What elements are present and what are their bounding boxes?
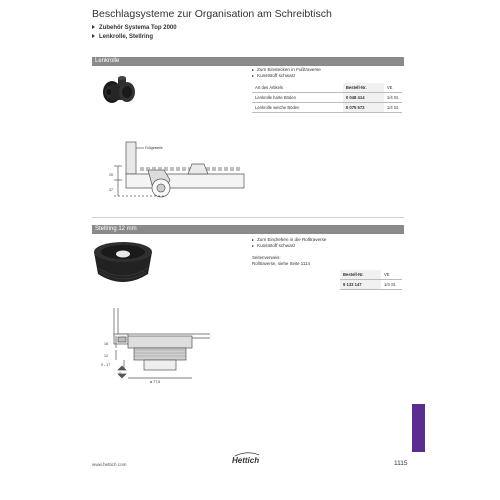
column-header: Bestell-Nr. xyxy=(340,270,381,280)
dimension-label: 9 - 17 xyxy=(101,363,111,367)
triangle-bullet-icon xyxy=(252,69,254,71)
product-table-lenkrolle xyxy=(252,83,402,113)
table-row xyxy=(252,93,402,103)
table-cell: 1/4 St. xyxy=(384,93,402,103)
feature-label: Zum Einstecken in Fußtraverse xyxy=(257,67,321,72)
feature-item xyxy=(252,73,295,78)
dimension-label: ø 77,5 xyxy=(150,380,161,384)
triangle-bullet-icon xyxy=(92,34,95,38)
dimension-label: 37 xyxy=(109,188,113,192)
section-header-lenkrolle: Lenkrolle xyxy=(92,57,404,66)
feature-label: Kunststoff schwarz xyxy=(257,243,296,248)
page-title: Beschlagsysteme zur Organisation am Schreibtisch xyxy=(92,8,332,20)
chapter-tab xyxy=(412,404,425,452)
footer-url[interactable]: www.hettich.com xyxy=(92,462,127,467)
adjusting-ring-technical-drawing xyxy=(100,306,212,386)
feature-item xyxy=(252,243,295,248)
breadcrumb-label: Zubehör Systema Top 2000 xyxy=(99,25,177,31)
dimension-label: 16 xyxy=(104,342,108,346)
section-divider xyxy=(92,217,404,218)
table-header-row xyxy=(340,270,402,280)
table-cell: 0 075 572 xyxy=(343,103,384,113)
breadcrumb-2 xyxy=(92,34,153,40)
table-cell: Lenkrolle weiche Böden xyxy=(252,103,343,113)
breadcrumb-label: Lenkrolle, Stellring xyxy=(99,34,154,40)
table-header-row xyxy=(252,83,402,93)
brand-logo: Hettich xyxy=(232,456,260,465)
adjusting-ring-product-image xyxy=(92,238,154,292)
caster-product-image xyxy=(94,72,140,112)
feature-label: Kunststoff schwarz xyxy=(257,73,296,78)
caster-technical-drawing xyxy=(104,140,254,202)
table-cell: Lenkrolle harte Böden xyxy=(252,93,343,103)
column-header: Art des Artikels xyxy=(252,83,343,93)
column-header: VE xyxy=(384,83,402,93)
table-row xyxy=(340,280,402,290)
table-cell: 9 133 147 xyxy=(340,280,381,290)
dimension-label: 12 xyxy=(104,354,108,358)
section-header-stellring: Stellring 12 mm xyxy=(92,225,404,234)
table-cell: 1/4 St. xyxy=(381,280,402,290)
dimension-label: 20 xyxy=(109,173,113,177)
feature-item xyxy=(252,67,321,72)
breadcrumb-1 xyxy=(92,25,177,31)
product-table-stellring xyxy=(340,270,402,290)
feature-item xyxy=(252,237,326,242)
page-reference-title: Seitenverweis: xyxy=(252,255,281,260)
triangle-bullet-icon xyxy=(92,25,95,29)
triangle-bullet-icon xyxy=(252,75,254,77)
triangle-bullet-icon xyxy=(252,239,254,241)
table-row xyxy=(252,103,402,113)
triangle-bullet-icon xyxy=(252,245,254,247)
column-header: VE xyxy=(381,270,402,280)
table-cell: 1/4 St. xyxy=(384,103,402,113)
page-number: 1115 xyxy=(394,460,408,467)
column-header: Bestell-Nr. xyxy=(343,83,384,93)
feature-label: Zum Eindrehen in die Rolltraverse xyxy=(257,237,327,242)
page-reference-text: Rolltraverse, siehe Seite 1114 xyxy=(252,261,310,266)
table-cell: 0 048 414 xyxy=(343,93,384,103)
callout-label: Fußgestelle xyxy=(145,146,163,150)
